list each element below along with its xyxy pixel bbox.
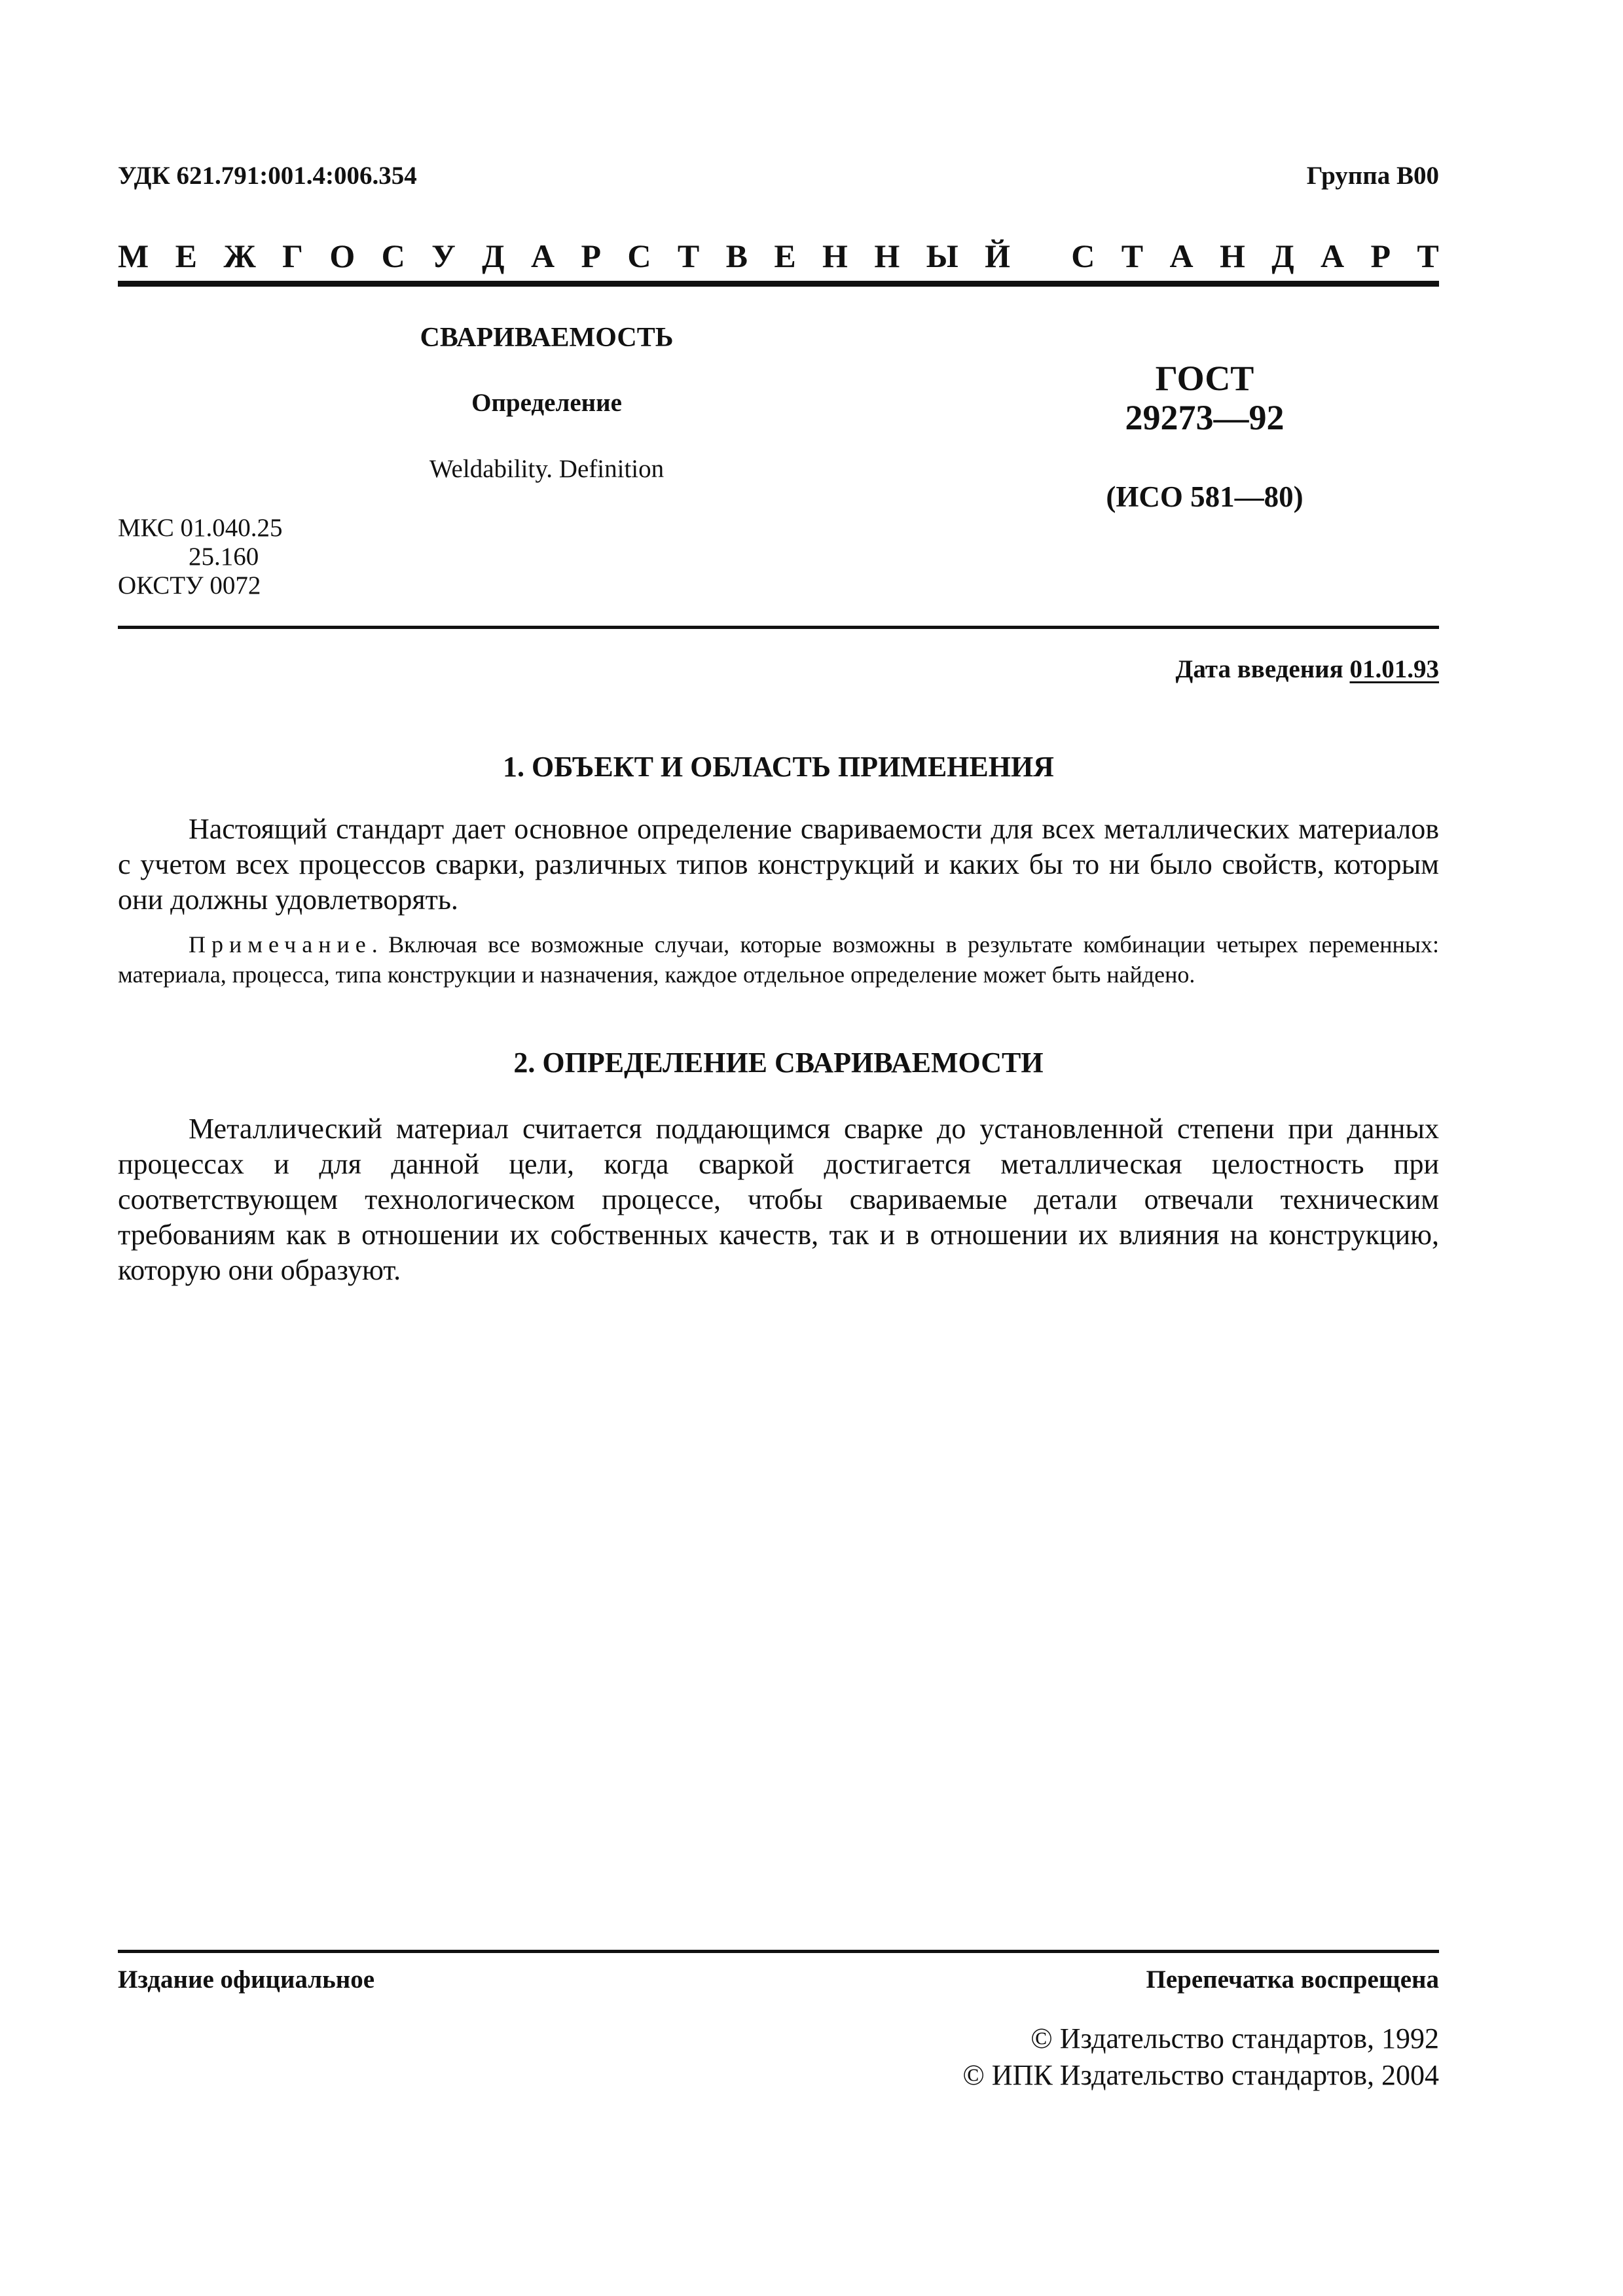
banner-letter: У [431, 238, 456, 274]
banner-letter: Й [985, 238, 1010, 274]
copyright-block [962, 2020, 1439, 2094]
banner-letter: М [118, 238, 149, 274]
banner-letter: А [530, 238, 555, 274]
reprint-notice: Перепечатка воспрещена [1146, 1965, 1439, 1994]
banner-letter: С [381, 238, 405, 274]
banner-gap [1036, 237, 1045, 275]
intro-date-label: Дата введения [1175, 655, 1343, 683]
note-text: . Включая все возможные случаи, которые возможны в результате комбинации четырех переменных: материала, процесса, типа конструкции и назначения, каждое отдельное определение может быть найдено. [118, 931, 1439, 988]
banner-letter: Р [581, 238, 601, 274]
banner-letter: Н [822, 238, 848, 274]
banner-letter: Р [1370, 238, 1391, 274]
banner-letter: Г [282, 238, 303, 274]
banner-letter: С [627, 238, 651, 274]
official-edition: Издание официальное [118, 1965, 375, 1994]
banner-letter: Ж [223, 238, 256, 274]
classification-codes [118, 514, 282, 600]
banner-letter: О [329, 238, 356, 274]
standard-banner [118, 237, 1439, 275]
header-divider [118, 281, 1439, 287]
udk-code: УДК 621.791:001.4:006.354 [118, 162, 417, 190]
gost-label: ГОСТ [1155, 359, 1254, 398]
section-1-paragraph: Настоящий стандарт дает основное определение свариваемости для всех металлических материалов с учетом всех процессов сварки, различных типов конструкций и каких бы то ни было свойств, которым они должны удовлетворять. [118, 813, 1439, 916]
section-2-heading: 2. ОПРЕДЕЛЕНИЕ СВАРИВАЕМОСТИ [513, 1047, 1044, 1079]
banner-letter: Ы [926, 238, 958, 274]
banner-letter: Д [1271, 238, 1294, 274]
mks-code: МКС 01.040.25 [118, 514, 283, 542]
english-title: Weldability. Definition [429, 455, 665, 483]
title-divider [118, 626, 1439, 629]
intro-date [1176, 655, 1439, 684]
iso-reference: (ИСО 581—80) [1106, 480, 1304, 513]
banner-letter: Т [677, 238, 700, 274]
gost-designation [1041, 359, 1368, 437]
document-subtitle: Определение [471, 389, 622, 417]
banner-letter: Т [1417, 238, 1439, 274]
section-1-note [118, 929, 1439, 990]
note-label: Примечание [189, 931, 372, 958]
banner-letter: В [725, 238, 748, 274]
document-title: СВАРИВАЕМОСТЬ [420, 323, 674, 353]
banner-letter: Н [874, 238, 900, 274]
mks-code-2: 25.160 [189, 543, 259, 571]
footer-divider [118, 1950, 1439, 1953]
section-2-paragraph: Металлический материал считается поддающимся сварке до установленной степени при данных процессах и для данной цели, когда сваркой достигается металлическая целостность при соответствующем технологическом процессе, чтобы свариваемые детали отвечали техническим требованиям как в отношении их собственных качеств, так и в отношении их влияния на конструкцию, которую они образуют. [118, 1113, 1439, 1286]
copyright-line: © Издательство стандартов, 1992 [1030, 2022, 1439, 2054]
intro-date-value: 01.01.93 [1349, 655, 1439, 683]
okstu-code: ОКСТУ 0072 [118, 571, 261, 600]
section-1-heading: 1. ОБЪЕКТ И ОБЛАСТЬ ПРИМЕНЕНИЯ [503, 751, 1054, 783]
gost-number: 29273—92 [1125, 398, 1285, 437]
banner-letter: А [1169, 238, 1194, 274]
banner-letter: Е [175, 238, 197, 274]
banner-letter: Е [774, 238, 796, 274]
banner-letter: Т [1121, 238, 1144, 274]
banner-letter: Д [482, 238, 505, 274]
banner-letter: Н [1219, 238, 1245, 274]
group-code: Группа В00 [1306, 162, 1439, 190]
copyright-line: © ИПК Издательство стандартов, 2004 [962, 2059, 1439, 2091]
banner-letter: А [1321, 238, 1345, 274]
banner-letter: С [1071, 238, 1095, 274]
